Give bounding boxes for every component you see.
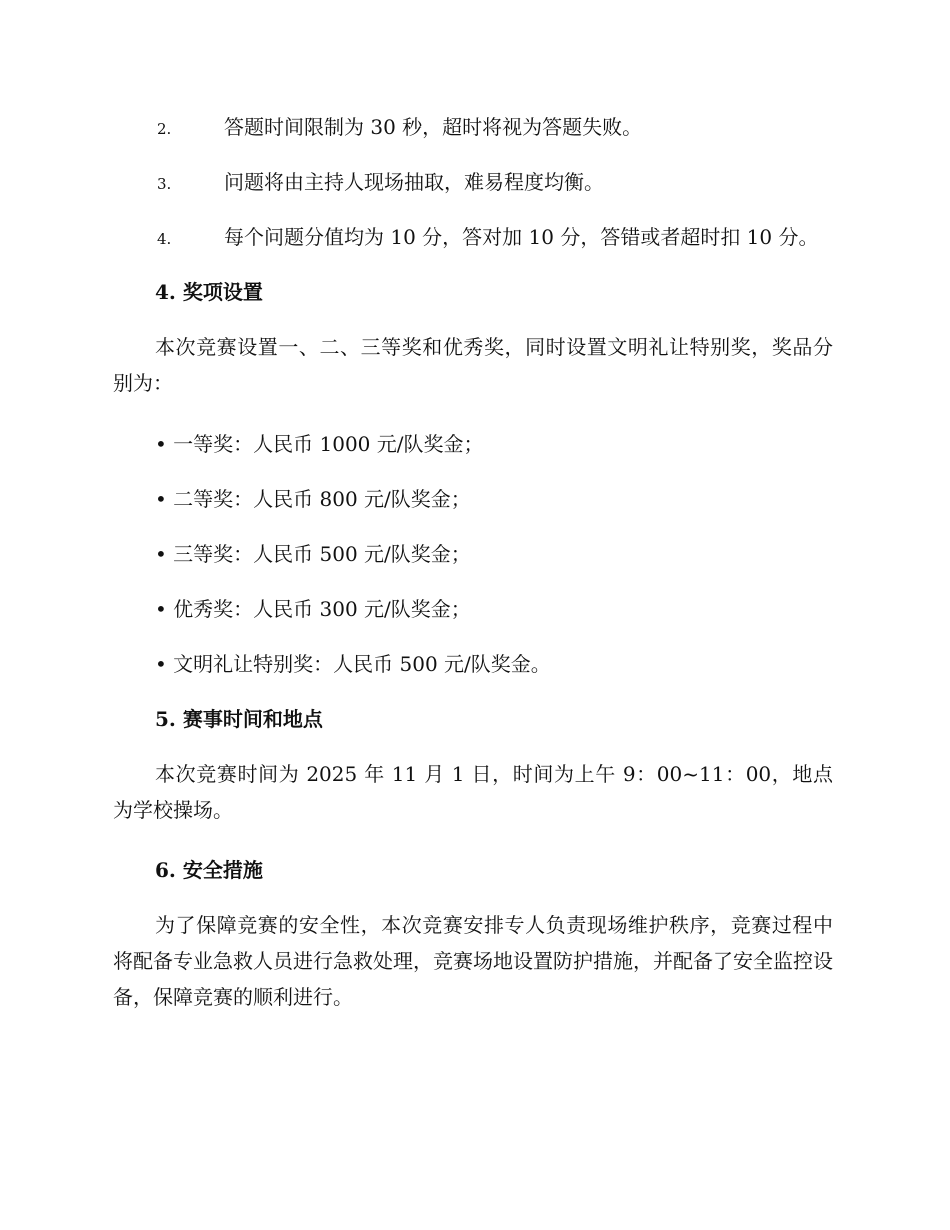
section-heading-awards: 4. 奖项设置 [155, 280, 263, 304]
rule-item [157, 168, 604, 198]
prize-list-item: • 文明礼让特别奖：人民币 500 元/队奖金。 [155, 652, 551, 676]
prize-list-item: • 一等奖：人民币 1000 元/队奖金； [155, 432, 484, 456]
rule-number: 3. [157, 175, 172, 193]
rule-text: 每个问题分值均为 10 分，答对加 10 分，答错或者超时扣 10 分。 [224, 225, 819, 249]
rule-text: 答题时间限制为 30 秒，超时将视为答题失败。 [224, 115, 643, 139]
rule-item [157, 223, 819, 253]
rule-text: 问题将由主持人现场抽取，难易程度均衡。 [224, 170, 604, 194]
prize-list-item: • 优秀奖：人民币 300 元/队奖金； [155, 597, 471, 621]
awards-intro-paragraph: 本次竞赛设置一、二、三等奖和优秀奖，同时设置文明礼让特别奖，奖品分别为： [113, 335, 833, 395]
rule-number: 4. [157, 230, 172, 248]
prize-list-item: • 二等奖：人民币 800 元/队奖金； [155, 487, 471, 511]
time-location-paragraph: 本次竞赛时间为 2025 年 11 月 1 日，时间为上午 9：00~11：00，地点为学校操场。 [113, 762, 833, 822]
rule-number: 2. [157, 120, 172, 138]
rule-item [157, 113, 642, 143]
section-heading-safety: 6. 安全措施 [155, 858, 263, 882]
prize-list-item: • 三等奖：人民币 500 元/队奖金； [155, 542, 471, 566]
section-heading-time-location: 5. 赛事时间和地点 [155, 707, 323, 731]
safety-paragraph: 为了保障竞赛的安全性，本次竞赛安排专人负责现场维护秩序，竞赛过程中将配备专业急救人员进行急救处理，竞赛场地设置防护措施，并配备了安全监控设备，保障竞赛的顺利进行。 [113, 913, 833, 1009]
